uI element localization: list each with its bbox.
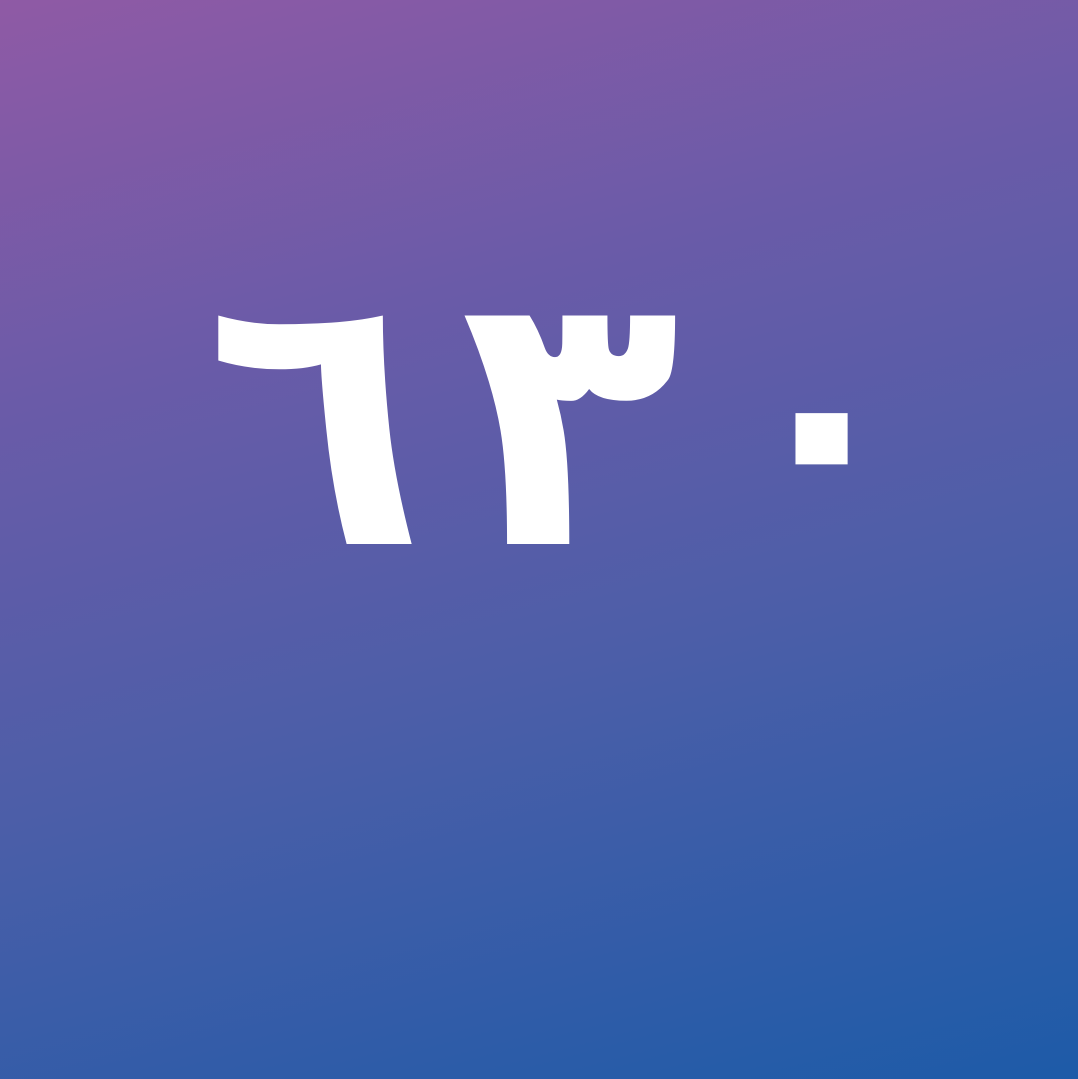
digit-three: ٣ bbox=[460, 210, 680, 629]
digit-six: ٦ bbox=[205, 210, 425, 629]
digit-zero: ٠ bbox=[730, 245, 914, 594]
